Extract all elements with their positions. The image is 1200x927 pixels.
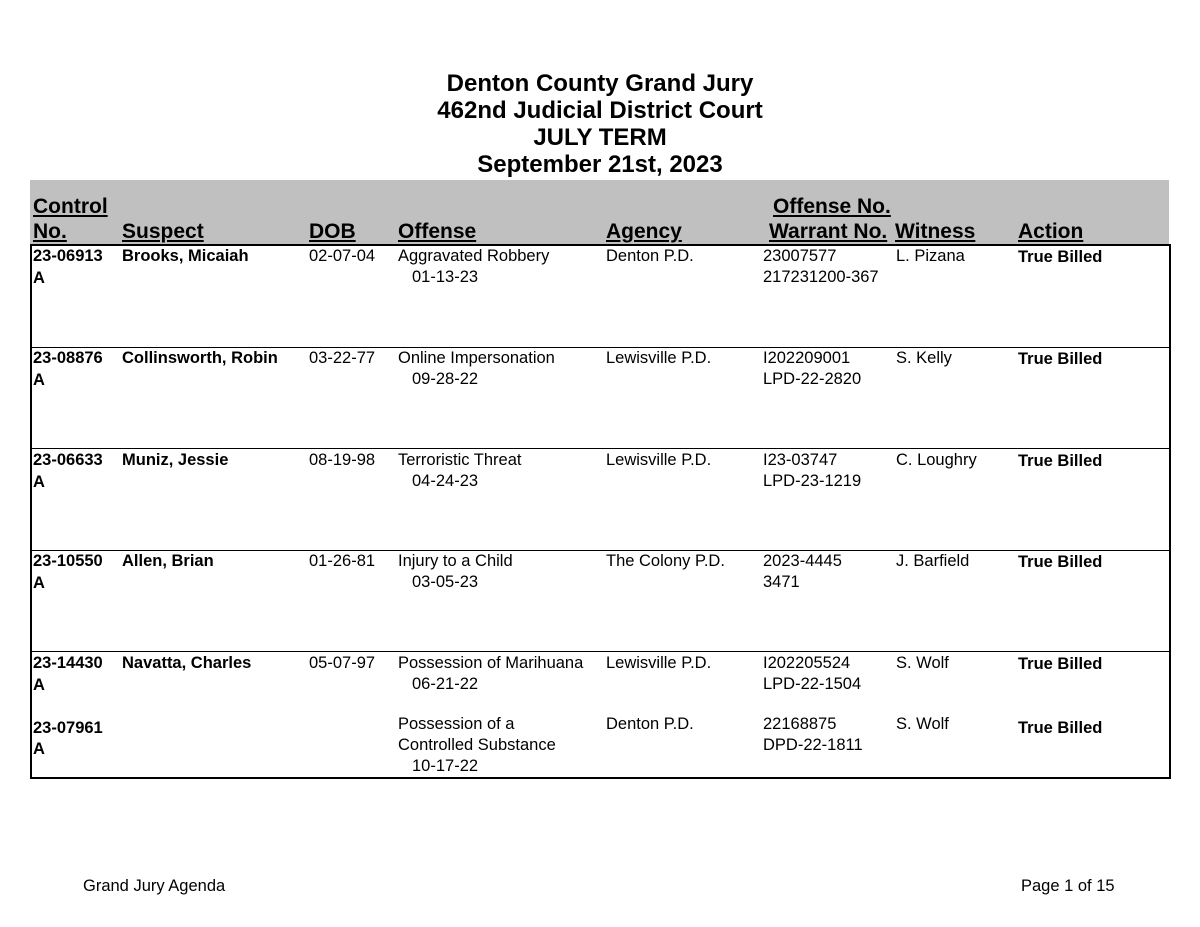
title-line-court: 462nd Judicial District Court <box>437 97 763 124</box>
action: True Billed <box>1018 350 1103 368</box>
header-agency: Agency <box>606 220 682 243</box>
offense-date: 03-05-23 <box>412 573 479 591</box>
control-no: 23-10550 <box>33 552 103 570</box>
agency: Lewisville P.D. <box>606 654 712 672</box>
offense-no: I202209001 <box>763 349 851 367</box>
action: True Billed <box>1018 248 1103 266</box>
title-line-term: JULY TERM <box>533 124 667 151</box>
control-suffix: A <box>33 676 45 694</box>
dob: 02-07-04 <box>309 247 376 265</box>
table-row <box>32 653 1169 777</box>
offense-no: I202205524 <box>763 654 851 672</box>
witness: C. Loughry <box>896 451 977 469</box>
header-control-no: No. <box>33 220 67 243</box>
agency: Denton P.D. <box>606 715 694 733</box>
header-offense: Offense <box>398 220 477 243</box>
witness: L. Pizana <box>896 247 965 265</box>
witness: J. Barfield <box>896 552 970 570</box>
table-row <box>32 246 1169 348</box>
agency: Denton P.D. <box>606 247 694 265</box>
suspect-name: Brooks, Micaiah <box>122 247 249 265</box>
offense: Terroristic Threat <box>398 451 522 469</box>
header-warrant-no: Warrant No. <box>769 220 888 243</box>
dob: 05-07-97 <box>309 654 376 672</box>
suspect-name: Allen, Brian <box>122 552 214 570</box>
footer-document-name: Grand Jury Agenda <box>83 877 226 895</box>
control-suffix: A <box>33 574 45 592</box>
control-no: 23-06633 <box>33 451 103 469</box>
control-suffix: A <box>33 473 45 491</box>
header-suspect: Suspect <box>122 220 204 243</box>
agency: The Colony P.D. <box>606 552 725 570</box>
header-dob: DOB <box>309 220 356 243</box>
table-row <box>32 551 1169 652</box>
control-no: 23-08876 <box>33 349 103 367</box>
control-suffix: A <box>33 269 45 287</box>
title-line-date: September 21st, 2023 <box>477 151 723 178</box>
header-witness: Witness <box>895 220 976 243</box>
dob: 01-26-81 <box>309 552 376 570</box>
action: True Billed <box>1018 452 1103 470</box>
offense-date: 09-28-22 <box>412 370 479 388</box>
action: True Billed <box>1018 655 1103 673</box>
footer-page-number: Page 1 of 15 <box>1021 877 1115 895</box>
witness: S. Kelly <box>896 349 952 367</box>
warrant-no: DPD-22-1811 <box>763 736 863 754</box>
table-header <box>30 180 1169 244</box>
control-no: 23-14430 <box>33 654 103 672</box>
offense: Possession of a <box>398 715 515 733</box>
suspect-name: Collinsworth, Robin <box>122 349 278 367</box>
header-control: Control <box>33 195 108 218</box>
dob: 03-22-77 <box>309 349 376 367</box>
title-line-county: Denton County Grand Jury <box>446 70 754 97</box>
warrant-no: LPD-22-1504 <box>763 675 862 693</box>
control-suffix: A <box>33 371 45 389</box>
offense: Injury to a Child <box>398 552 513 570</box>
offense-date: 01-13-23 <box>412 268 479 286</box>
header-offense-no: Offense No. <box>773 195 891 218</box>
warrant-no: 217231200-367 <box>763 268 879 286</box>
table-row <box>32 450 1169 551</box>
offense-no: 23007577 <box>763 247 837 265</box>
offense-date: 06-21-22 <box>412 675 479 693</box>
control-no: 23-06913 <box>33 247 103 265</box>
control-no: 23-07961 <box>33 719 103 737</box>
warrant-no: LPD-23-1219 <box>763 472 862 490</box>
offense-date: 10-17-22 <box>412 757 479 775</box>
warrant-no: 3471 <box>763 573 800 591</box>
offense-continued: Controlled Substance <box>398 736 556 754</box>
header-action: Action <box>1018 220 1084 243</box>
agency: Lewisville P.D. <box>606 451 712 469</box>
offense: Online Impersonation <box>398 349 555 367</box>
action: True Billed <box>1018 719 1103 737</box>
warrant-no: LPD-22-2820 <box>763 370 862 388</box>
offense-no: I23-03747 <box>763 451 838 469</box>
witness: S. Wolf <box>896 715 949 733</box>
table-row <box>32 348 1169 449</box>
action: True Billed <box>1018 553 1103 571</box>
suspect-name: Navatta, Charles <box>122 654 252 672</box>
control-suffix: A <box>33 740 45 758</box>
dob: 08-19-98 <box>309 451 376 469</box>
offense-date: 04-24-23 <box>412 472 479 490</box>
document-title <box>0 70 1200 178</box>
offense: Possession of Marihuana <box>398 654 584 672</box>
offense-no: 22168875 <box>763 715 837 733</box>
offense: Aggravated Robbery <box>398 247 550 265</box>
suspect-name: Muniz, Jessie <box>122 451 229 469</box>
offense-no: 2023-4445 <box>763 552 842 570</box>
agenda-table <box>30 244 1171 779</box>
agency: Lewisville P.D. <box>606 349 712 367</box>
witness: S. Wolf <box>896 654 949 672</box>
